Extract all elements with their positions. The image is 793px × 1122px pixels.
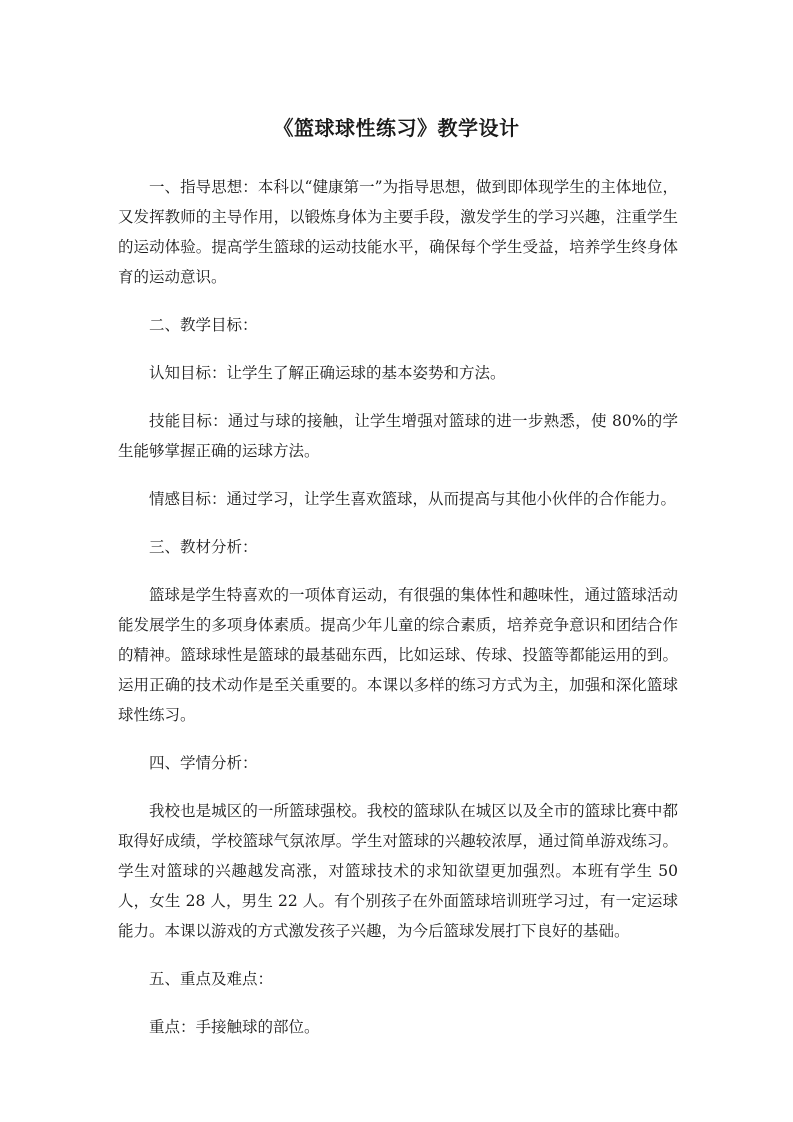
paragraph-guiding-thought: 一、指导思想：本科以“健康第一”为指导思想，做到即体现学生的主体地位，又发挥教师的主导作用，以锻炼身体为主要手段，激发学生的学习兴趣，注重学生的运动体验。提高学生篮球的运动技能水平，确保每个学生受益，培养学生终身体育的运动意识。: [118, 178, 678, 286]
document-title: 《篮球球性练习》教学设计: [273, 116, 520, 140]
heading-key-points: 五、重点及难点：: [149, 970, 274, 988]
paragraph-goal-skill: 技能目标：通过与球的接触，让学生增强对篮球的进一步熟悉，使 80%的学生能够掌握正确的运球方法。: [118, 412, 678, 460]
document-body: [118, 172, 678, 1060]
heading-material-analysis: 三、教材分析：: [149, 538, 258, 556]
heading-student-analysis: 四、学情分析：: [149, 754, 258, 772]
paragraph-goal-emotion: 情感目标：通过学习，让学生喜欢篮球，从而提高与其他小伙伴的合作能力。: [149, 490, 677, 508]
paragraph-student-analysis: 我校也是城区的一所篮球强校。我校的篮球队在城区以及全市的篮球比赛中都取得好成绩，学校篮球气氛浓厚。学生对篮球的兴趣较浓厚，通过简单游戏练习。学生对篮球的兴趣越发高涨，对篮球技术的求知欲望更加强烈。本班有学生 50 人，女生 28 人，男生 22 人。有个别孩子在外面篮球培训班学习过，有一定运球能力。本课以游戏的方式激发孩子兴趣，为今后篮球发展打下良好的基础。: [118, 802, 678, 940]
paragraph-material-analysis: 篮球是学生特喜欢的一项体育运动，有很强的集体性和趣味性，通过篮球活动能发展学生的多项身体素质。提高少年儿童的综合素质，培养竞争意识和团结合作的精神。篮球球性是篮球的最基础东西，比如运球、传球、投篮等都能运用的到。运用正确的技术动作是至关重要的。本课以多样的练习方式为主，加强和深化篮球球性练习。: [118, 586, 678, 724]
paragraph-goal-cognitive: 认知目标：让学生了解正确运球的基本姿势和方法。: [149, 364, 506, 382]
paragraph-key-point: 重点：手接触球的部位。: [149, 1018, 320, 1036]
heading-teaching-goals: 二、教学目标：: [149, 316, 258, 334]
